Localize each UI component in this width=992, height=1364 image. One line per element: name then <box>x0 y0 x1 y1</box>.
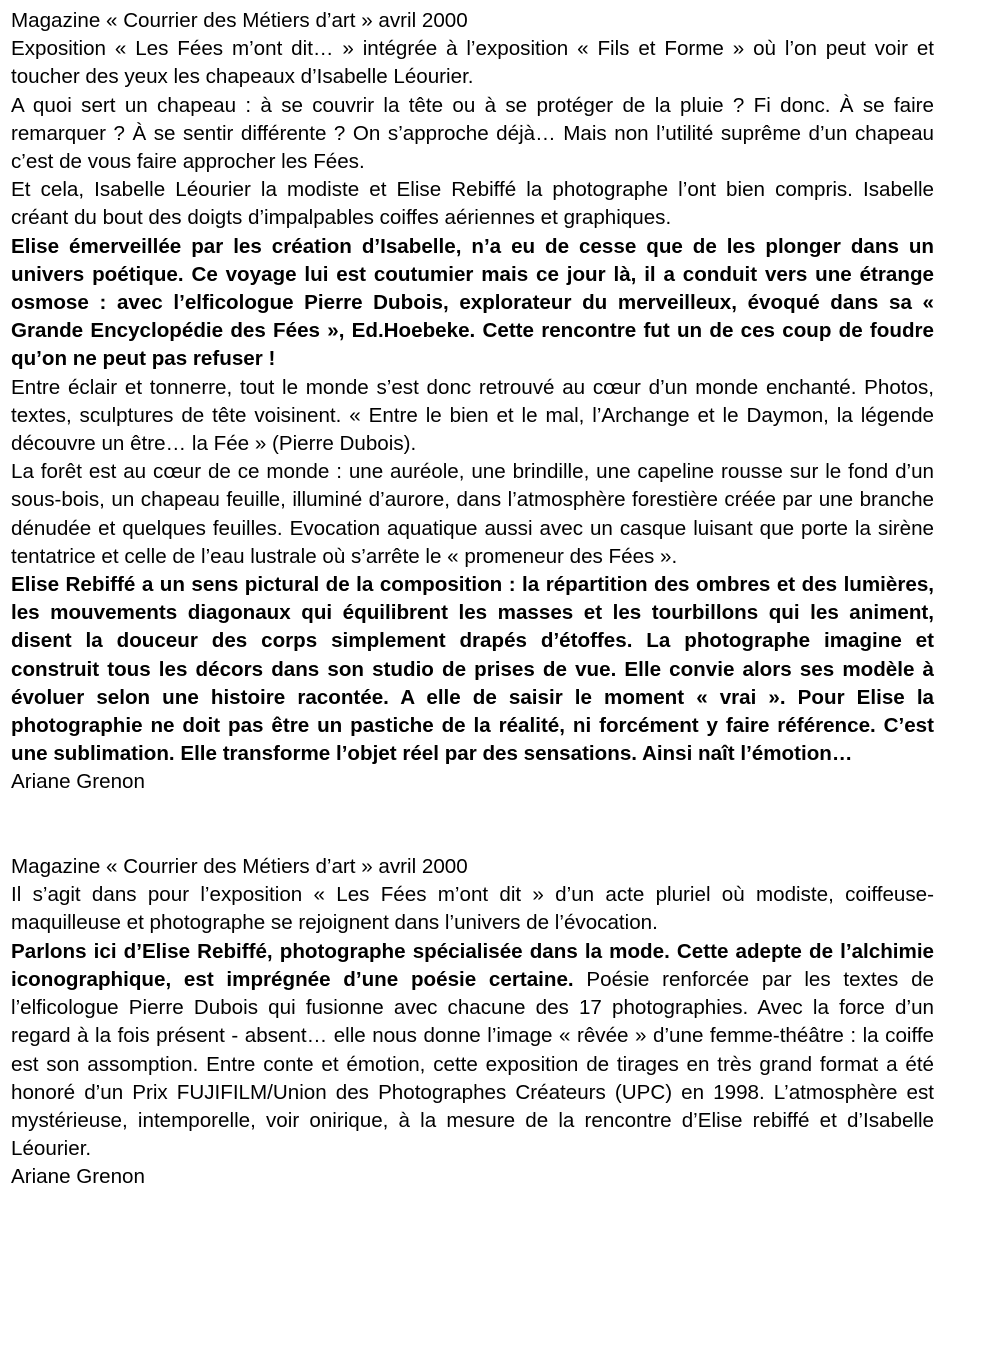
mixed-paragraph <box>11 938 934 1164</box>
paragraph: A quoi sert un chapeau : à se couvrir la tête ou à se protéger de la pluie ? Fi donc. À se faire remarquer ? À se sentir différente ? On s’approche déjà… Mais non l’utilité suprême d’un chapeau c’est de vous faire approcher les Fées. <box>11 93 934 174</box>
document-page <box>11 7 934 1192</box>
regular-text: Poésie renforcée par les textes de l’elficologue Pierre Dubois qui fusionne avec chacune des 17 photographies. Avec la force d’un regard à la fois présent - absent… elle nous donne l’image « rêvée » d’une femme-théâtre : la coiffe est son assomption. Entre conte et émotion, cette exposition de tirages en très grand format a été honoré d’un Prix FUJIFILM/Union des Photographes Créateurs (UPC) en 1998. L’atmosphère est mystérieuse, intemporelle, voir onirique, à la mesure de la rencontre d’Elise rebiffé et d’Isabelle Léourier. <box>11 967 934 1161</box>
paragraph: Entre éclair et tonnerre, tout le monde s’est donc retrouvé au cœur d’un monde enchanté. Photos, textes, sculptures de tête voisinent. « Entre le bien et le mal, l’Archange et le Daymon, la légende découvre un être… la Fée » (Pierre Dubois). <box>11 375 934 456</box>
paragraph: Et cela, Isabelle Léourier la modiste et Elise Rebiffé la photographe l’ont bien compris. Isabelle créant du bout des doigts d’impalpables coiffes aériennes et graphiques. <box>11 178 934 230</box>
paragraph: Il s’agit dans pour l’exposition « Les Fées m’ont dit » d’un acte pluriel où modiste, coiffeuse-maquilleuse et photographe se rejoignent dans l’univers de l’évocation. <box>11 883 934 935</box>
bold-paragraph: Elise émerveillée par les création d’Isabelle, n’a eu de cesse que de les plonger dans un univers poétique. Ce voyage lui est coutumier mais ce jour là, il a conduit vers une étrange osmose : avec l’elficologue Pierre Dubois, explorateur du merveilleux, évoqué dans sa « Grande Encyclopédie des Fées », Ed.Hoebeke. Cette rencontre fut un de ces coup de foudre qu’on ne peut pas refuser ! <box>11 234 934 371</box>
paragraph: Exposition « Les Fées m’ont dit… » intégrée à l’exposition « Fils et Forme » où l’on peut voir et toucher des yeux les chapeaux d’Isabelle Léourier. <box>11 37 934 89</box>
author-signature: Ariane Grenon <box>11 770 145 794</box>
article-2 <box>11 853 934 1191</box>
article-source: Magazine « Courrier des Métiers d’art » avril 2000 <box>11 9 468 32</box>
paragraph: La forêt est au cœur de ce monde : une auréole, une brindille, une capeline rousse sur le fond d’un sous-bois, un chapeau feuille, illuminé d’aurore, dans l’atmosphère forestière créée par une branche dénudée et quelques feuilles. Evocation aquatique aussi avec un casque luisant que porte la sirène tentatrice et celle de l’eau lustrale où s’arrête le « promeneur des Fées ». <box>11 460 934 568</box>
article-source: Magazine « Courrier des Métiers d’art » avril 2000 <box>11 855 468 879</box>
bold-sentence: Parlons ici d’Elise Rebiffé, photographe spécialisée dans la mode. Cette adepte de l’alchimie iconographique, est imprégnée d’une poésie certaine. <box>11 939 934 991</box>
article-1 <box>11 7 934 797</box>
bold-paragraph: Elise Rebiffé a un sens pictural de la composition : la répartition des ombres et des lumières, les mouvements diagonaux qui équilibrent les masses et les tourbillons qui les animent, disent la douceur des corps simplement drapés d’étoffes. La photographe imagine et construit tous les décors dans son studio de prises de vue. Elle convie alors ses modèle à évoluer selon une histoire racontée. A elle de saisir le moment « vrai ». Pour Elise la photographie ne doit pas être un pastiche de la réalité, ni forcément y faire référence. C’est une sublimation. Elle transforme l’objet réel par des sensations. Ainsi naît l’émotion… <box>11 573 934 766</box>
author-signature: Ariane Grenon <box>11 1165 145 1189</box>
